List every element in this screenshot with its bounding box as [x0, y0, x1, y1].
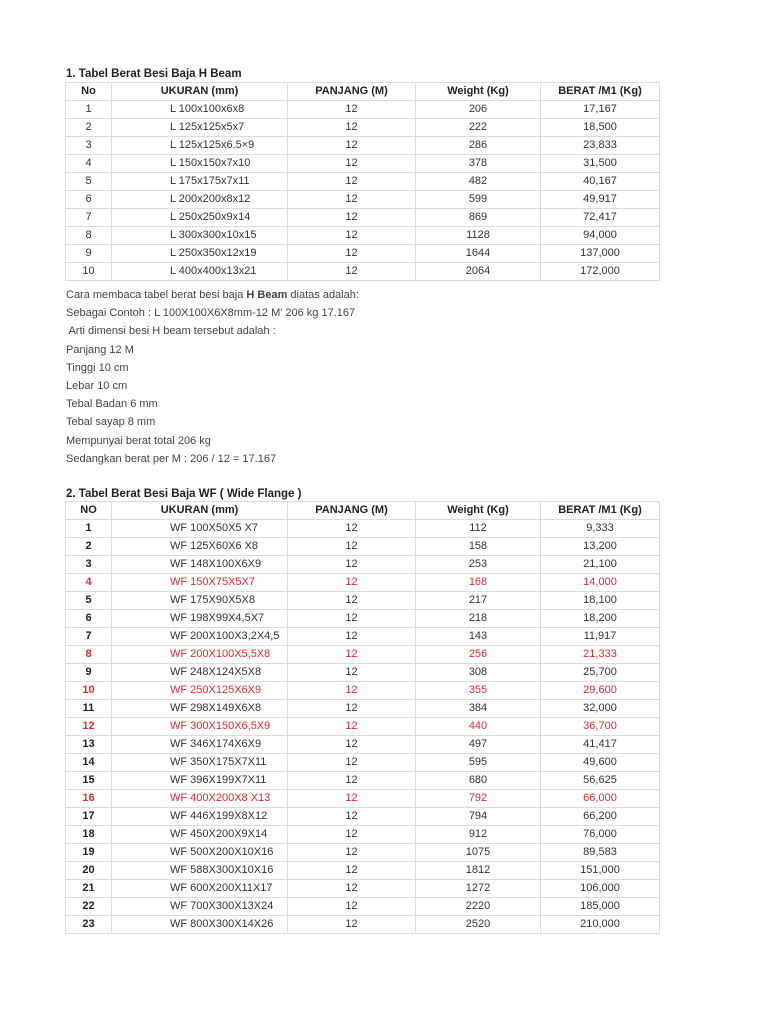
header-panjang: PANJANG (M) [288, 502, 416, 520]
cell-panjang: 12 [288, 862, 416, 880]
cell-weight: 378 [416, 155, 541, 173]
cell-no: 14 [66, 754, 112, 772]
table-header-row [66, 502, 660, 520]
section2-heading: 2. Tabel Berat Besi Baja WF ( Wide Flange ) [66, 488, 302, 500]
cell-weight: 253 [416, 556, 541, 574]
explanation-line: Sedangkan berat per M : 206 / 12 = 17.167 [66, 452, 277, 465]
table-row [66, 592, 660, 610]
cell-weight: 482 [416, 173, 541, 191]
cell-no: 22 [66, 898, 112, 916]
cell-berat-per-m: 151,000 [541, 862, 660, 880]
table-row [66, 101, 660, 119]
cell-no: 18 [66, 826, 112, 844]
cell-weight: 256 [416, 646, 541, 664]
cell-panjang: 12 [288, 772, 416, 790]
cell-ukuran: L 125x125x5x7 [112, 119, 288, 137]
cell-ukuran: WF 250X125X6X9 [112, 682, 288, 700]
explanation-line: Tebal Badan 6 mm [66, 398, 158, 411]
cell-weight: 792 [416, 790, 541, 808]
table-row [66, 610, 660, 628]
cell-ukuran: WF 396X199X7X11 [112, 772, 288, 790]
cell-no: 17 [66, 808, 112, 826]
table-row [66, 137, 660, 155]
cell-weight: 680 [416, 772, 541, 790]
cell-weight: 794 [416, 808, 541, 826]
cell-panjang: 12 [288, 209, 416, 227]
cell-berat-per-m: 89,583 [541, 844, 660, 862]
cell-berat-per-m: 172,000 [541, 263, 660, 281]
cell-weight: 912 [416, 826, 541, 844]
header-ukuran: UKURAN (mm) [112, 502, 288, 520]
cell-ukuran: WF 175X90X5X8 [112, 592, 288, 610]
table-row [66, 718, 660, 736]
cell-weight: 168 [416, 574, 541, 592]
cell-ukuran: L 250x350x12x19 [112, 245, 288, 263]
cell-ukuran: WF 450X200X9X14 [112, 826, 288, 844]
header-ukuran: UKURAN (mm) [112, 83, 288, 101]
cell-ukuran: WF 198X99X4,5X7 [112, 610, 288, 628]
cell-no: 15 [66, 772, 112, 790]
cell-no: 12 [66, 718, 112, 736]
cell-berat-per-m: 23,833 [541, 137, 660, 155]
cell-ukuran: WF 248X124X5X8 [112, 664, 288, 682]
cell-ukuran: WF 298X149X6X8 [112, 700, 288, 718]
header-berat-per-m: BERAT /M1 (Kg) [541, 83, 660, 101]
cell-berat-per-m: 32,000 [541, 700, 660, 718]
cell-berat-per-m: 17,167 [541, 101, 660, 119]
cell-no: 4 [66, 574, 112, 592]
wf-weight-table [65, 501, 660, 934]
cell-panjang: 12 [288, 754, 416, 772]
table-row [66, 808, 660, 826]
table-row [66, 790, 660, 808]
explanation-intro: Cara membaca tabel berat besi baja H Beam diatas adalah: [66, 289, 359, 301]
explanation-line: Arti dimensi besi H beam tersebut adalah : [66, 325, 276, 338]
table-row [66, 556, 660, 574]
cell-panjang: 12 [288, 808, 416, 826]
cell-weight: 218 [416, 610, 541, 628]
cell-ukuran: WF 500X200X10X16 [112, 844, 288, 862]
cell-panjang: 12 [288, 664, 416, 682]
table-row [66, 628, 660, 646]
table-row [66, 263, 660, 281]
cell-panjang: 12 [288, 592, 416, 610]
cell-no: 9 [66, 245, 112, 263]
table-row [66, 245, 660, 263]
cell-weight: 440 [416, 718, 541, 736]
cell-panjang: 12 [288, 790, 416, 808]
cell-ukuran: L 100x100x6x8 [112, 101, 288, 119]
table-row [66, 844, 660, 862]
cell-berat-per-m: 18,200 [541, 610, 660, 628]
cell-ukuran: WF 400X200X8 X13 [112, 790, 288, 808]
header-weight: Weight (Kg) [416, 83, 541, 101]
explanation-text [66, 286, 359, 468]
cell-no: 23 [66, 916, 112, 934]
cell-panjang: 12 [288, 263, 416, 281]
table-row [66, 772, 660, 790]
cell-no: 7 [66, 628, 112, 646]
cell-no: 19 [66, 844, 112, 862]
cell-panjang: 12 [288, 119, 416, 137]
cell-panjang: 12 [288, 844, 416, 862]
cell-panjang: 12 [288, 916, 416, 934]
cell-panjang: 12 [288, 718, 416, 736]
cell-panjang: 12 [288, 191, 416, 209]
cell-panjang: 12 [288, 155, 416, 173]
cell-ukuran: L 400x400x13x21 [112, 263, 288, 281]
table-row [66, 191, 660, 209]
table-row [66, 826, 660, 844]
cell-berat-per-m: 66,000 [541, 790, 660, 808]
cell-berat-per-m: 137,000 [541, 245, 660, 263]
cell-panjang: 12 [288, 520, 416, 538]
cell-panjang: 12 [288, 880, 416, 898]
cell-no: 8 [66, 227, 112, 245]
table-row [66, 898, 660, 916]
cell-panjang: 12 [288, 610, 416, 628]
cell-ukuran: WF 446X199X8X12 [112, 808, 288, 826]
cell-no: 6 [66, 191, 112, 209]
cell-no: 1 [66, 101, 112, 119]
cell-weight: 384 [416, 700, 541, 718]
cell-berat-per-m: 25,700 [541, 664, 660, 682]
table-row [66, 155, 660, 173]
explanation-line: Tebal sayap 8 mm [66, 416, 156, 429]
cell-panjang: 12 [288, 700, 416, 718]
header-berat-per-m: BERAT /M1 (Kg) [541, 502, 660, 520]
table-row [66, 538, 660, 556]
cell-weight: 112 [416, 520, 541, 538]
table-row [66, 646, 660, 664]
table-row [66, 880, 660, 898]
cell-ukuran: L 300x300x10x15 [112, 227, 288, 245]
cell-panjang: 12 [288, 101, 416, 119]
cell-berat-per-m: 13,200 [541, 538, 660, 556]
cell-weight: 599 [416, 191, 541, 209]
cell-berat-per-m: 72,417 [541, 209, 660, 227]
cell-weight: 2520 [416, 916, 541, 934]
header-weight: Weight (Kg) [416, 502, 541, 520]
cell-weight: 308 [416, 664, 541, 682]
cell-berat-per-m: 21,100 [541, 556, 660, 574]
cell-berat-per-m: 40,167 [541, 173, 660, 191]
cell-berat-per-m: 9,333 [541, 520, 660, 538]
table-row [66, 227, 660, 245]
cell-no: 11 [66, 700, 112, 718]
cell-berat-per-m: 106,000 [541, 880, 660, 898]
table-row [66, 574, 660, 592]
cell-ukuran: WF 125X60X6 X8 [112, 538, 288, 556]
cell-panjang: 12 [288, 227, 416, 245]
cell-panjang: 12 [288, 538, 416, 556]
cell-berat-per-m: 56,625 [541, 772, 660, 790]
cell-no: 13 [66, 736, 112, 754]
cell-berat-per-m: 49,917 [541, 191, 660, 209]
explanation-line: Mempunyai berat total 206 kg [66, 434, 211, 447]
cell-weight: 1075 [416, 844, 541, 862]
cell-weight: 206 [416, 101, 541, 119]
cell-weight: 1812 [416, 862, 541, 880]
header-no: No [66, 83, 112, 101]
cell-no: 4 [66, 155, 112, 173]
cell-panjang: 12 [288, 556, 416, 574]
cell-ukuran: WF 350X175X7X11 [112, 754, 288, 772]
cell-no: 2 [66, 119, 112, 137]
header-panjang: PANJANG (M) [288, 83, 416, 101]
table-row [66, 754, 660, 772]
cell-ukuran: L 125x125x6.5×9 [112, 137, 288, 155]
cell-berat-per-m: 14,000 [541, 574, 660, 592]
cell-weight: 1272 [416, 880, 541, 898]
explanation-line: Tinggi 10 cm [66, 361, 129, 374]
cell-ukuran: L 200x200x8x12 [112, 191, 288, 209]
cell-ukuran: WF 588X300X10X16 [112, 862, 288, 880]
cell-berat-per-m: 18,100 [541, 592, 660, 610]
cell-no: 10 [66, 682, 112, 700]
cell-no: 21 [66, 880, 112, 898]
cell-panjang: 12 [288, 826, 416, 844]
cell-weight: 869 [416, 209, 541, 227]
cell-weight: 1644 [416, 245, 541, 263]
table-row [66, 682, 660, 700]
cell-ukuran: WF 200X100X3,2X4,5 [112, 628, 288, 646]
table-row [66, 209, 660, 227]
cell-weight: 222 [416, 119, 541, 137]
cell-berat-per-m: 66,200 [541, 808, 660, 826]
cell-weight: 355 [416, 682, 541, 700]
cell-ukuran: WF 300X150X6,5X9 [112, 718, 288, 736]
cell-berat-per-m: 29,600 [541, 682, 660, 700]
table-row [66, 862, 660, 880]
cell-berat-per-m: 31,500 [541, 155, 660, 173]
table-row [66, 736, 660, 754]
cell-no: 8 [66, 646, 112, 664]
header-no: NO [66, 502, 112, 520]
cell-berat-per-m: 41,417 [541, 736, 660, 754]
cell-ukuran: WF 200X100X5,5X8 [112, 646, 288, 664]
cell-no: 3 [66, 556, 112, 574]
table-header-row [66, 83, 660, 101]
cell-berat-per-m: 185,000 [541, 898, 660, 916]
table-row [66, 916, 660, 934]
cell-panjang: 12 [288, 682, 416, 700]
explanation-line: Panjang 12 M [66, 343, 134, 356]
cell-berat-per-m: 36,700 [541, 718, 660, 736]
cell-berat-per-m: 18,500 [541, 119, 660, 137]
cell-no: 5 [66, 173, 112, 191]
cell-ukuran: WF 150X75X5X7 [112, 574, 288, 592]
cell-ukuran: WF 800X300X14X26 [112, 916, 288, 934]
cell-ukuran: WF 148X100X6X9 [112, 556, 288, 574]
cell-panjang: 12 [288, 173, 416, 191]
cell-no: 3 [66, 137, 112, 155]
cell-no: 2 [66, 538, 112, 556]
cell-ukuran: WF 346X174X6X9 [112, 736, 288, 754]
cell-panjang: 12 [288, 736, 416, 754]
cell-weight: 158 [416, 538, 541, 556]
cell-berat-per-m: 49,600 [541, 754, 660, 772]
explanation-line: Sebagai Contoh : L 100X100X6X8mm-12 M' 206 kg 17.167 [66, 307, 356, 320]
cell-no: 1 [66, 520, 112, 538]
cell-ukuran: L 250x250x9x14 [112, 209, 288, 227]
cell-ukuran: L 150x150x7x10 [112, 155, 288, 173]
cell-no: 5 [66, 592, 112, 610]
cell-weight: 217 [416, 592, 541, 610]
cell-no: 10 [66, 263, 112, 281]
cell-weight: 2220 [416, 898, 541, 916]
cell-no: 7 [66, 209, 112, 227]
cell-no: 20 [66, 862, 112, 880]
table-row [66, 700, 660, 718]
explanation-line: Lebar 10 cm [66, 379, 128, 392]
cell-panjang: 12 [288, 898, 416, 916]
cell-berat-per-m: 11,917 [541, 628, 660, 646]
cell-weight: 2064 [416, 263, 541, 281]
table-row [66, 173, 660, 191]
cell-weight: 286 [416, 137, 541, 155]
cell-berat-per-m: 210,000 [541, 916, 660, 934]
cell-ukuran: WF 100X50X5 X7 [112, 520, 288, 538]
cell-berat-per-m: 21,333 [541, 646, 660, 664]
section1-heading: 1. Tabel Berat Besi Baja H Beam [66, 68, 242, 80]
cell-no: 9 [66, 664, 112, 682]
cell-panjang: 12 [288, 646, 416, 664]
cell-panjang: 12 [288, 574, 416, 592]
cell-weight: 1128 [416, 227, 541, 245]
cell-ukuran: WF 700X300X13X24 [112, 898, 288, 916]
cell-ukuran: L 175x175x7x11 [112, 173, 288, 191]
cell-weight: 497 [416, 736, 541, 754]
cell-berat-per-m: 94,000 [541, 227, 660, 245]
cell-weight: 595 [416, 754, 541, 772]
table-row [66, 664, 660, 682]
cell-no: 6 [66, 610, 112, 628]
table-row [66, 520, 660, 538]
cell-panjang: 12 [288, 245, 416, 263]
cell-panjang: 12 [288, 137, 416, 155]
h-beam-weight-table [65, 82, 660, 281]
cell-no: 16 [66, 790, 112, 808]
cell-berat-per-m: 76,000 [541, 826, 660, 844]
cell-panjang: 12 [288, 628, 416, 646]
cell-ukuran: WF 600X200X11X17 [112, 880, 288, 898]
cell-weight: 143 [416, 628, 541, 646]
table-row [66, 119, 660, 137]
